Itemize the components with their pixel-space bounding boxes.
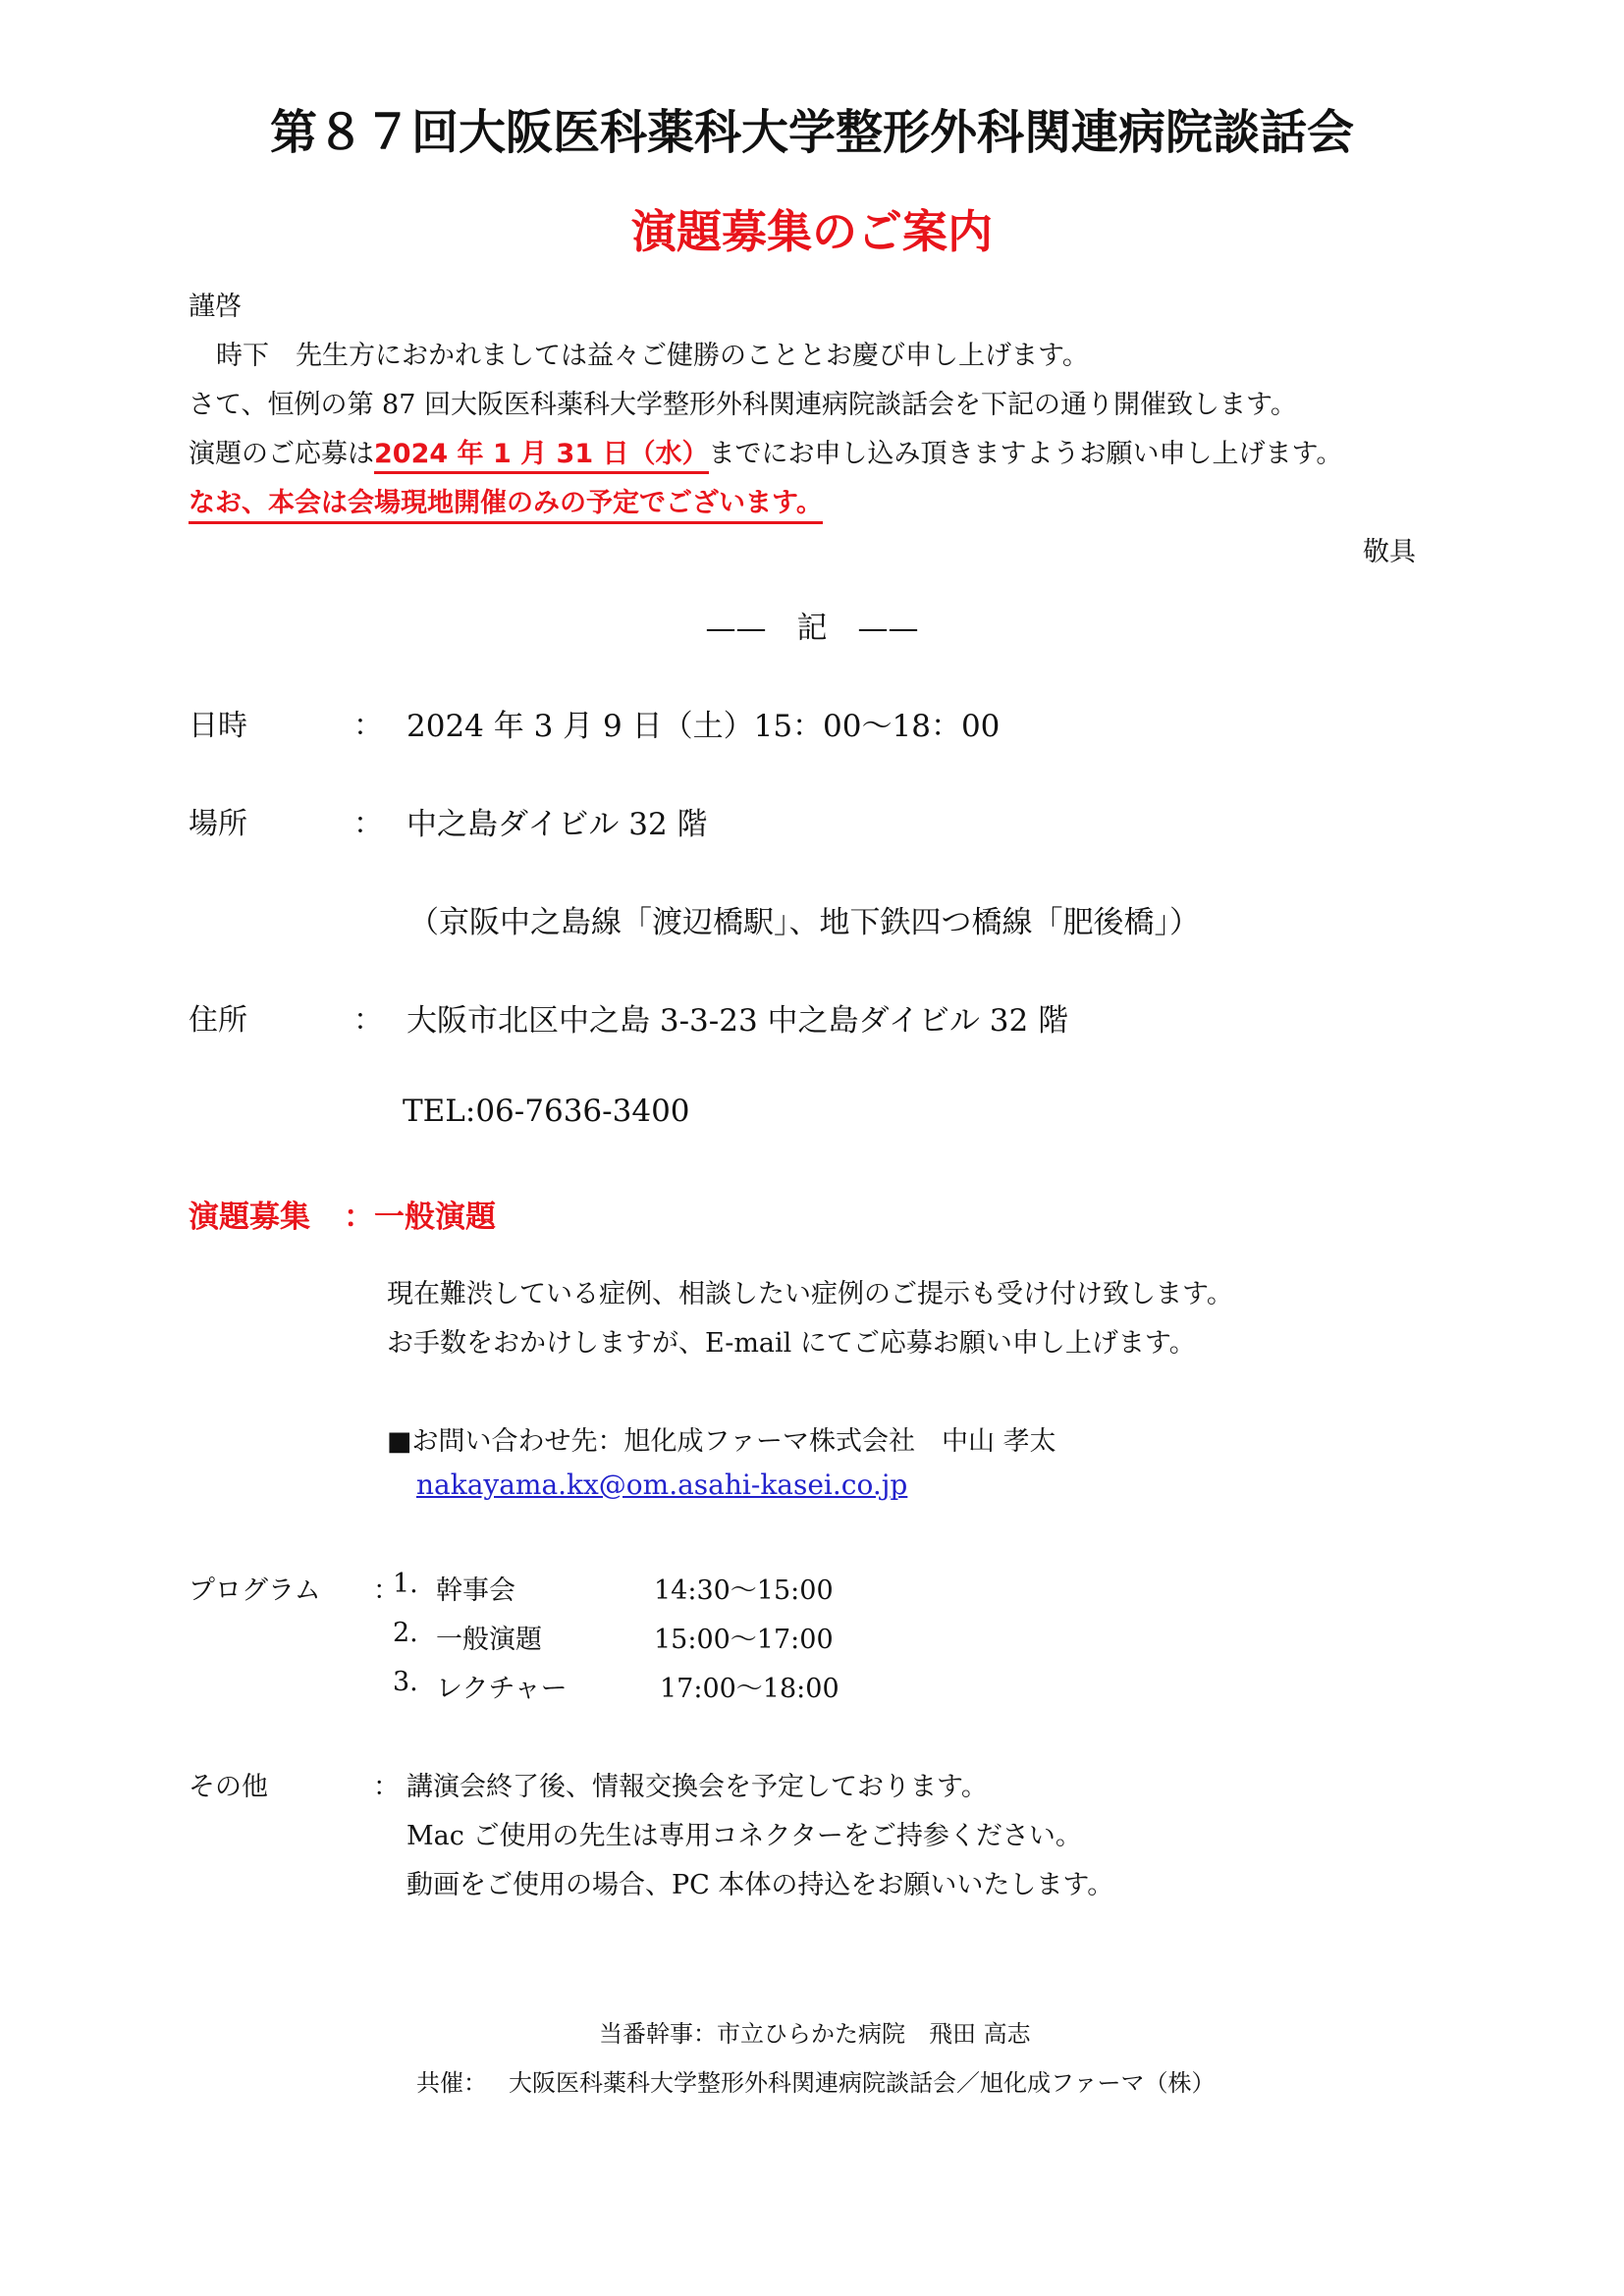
place-label: 場所 xyxy=(189,807,247,841)
address-colon: ： xyxy=(353,1003,383,1038)
datetime-value: 2024 年 3 月 9 日（土）15：00〜18：00 xyxy=(406,709,1001,744)
call-desc-2: お手数をおかけしますが、E-mail にてご応募お願い申し上げます。 xyxy=(387,1328,1196,1359)
place-access: （京阪中之島線「渡辺橋駅」、地下鉄四つ橋線「肥後橋」） xyxy=(408,905,1200,940)
other-colon: ： xyxy=(373,1772,400,1802)
page-title: 第８７回大阪医科薬科大学整形外科関連病院談話会 xyxy=(269,105,1354,160)
program-num: 3. xyxy=(393,1667,418,1697)
closing: 敬具 xyxy=(1363,537,1416,567)
datetime-colon: ： xyxy=(353,709,383,743)
program-name: レクチャー xyxy=(436,1674,568,1704)
greeting: 謹啓 xyxy=(189,292,242,322)
ki-heading: —— 記 —— xyxy=(705,611,919,646)
address-value: 大阪市北区中之島 3-3-23 中之島ダイビル 32 階 xyxy=(406,1003,1069,1039)
other-line-2: Mac ご使用の先生は専用コネクターをご持参ください。 xyxy=(406,1821,1082,1851)
program-time: 17:00〜18:00 xyxy=(660,1674,839,1704)
program-time: 14:30〜15:00 xyxy=(654,1575,834,1606)
contact-email-link[interactable]: nakayama.kx@om.asahi-kasei.co.jp xyxy=(416,1468,908,1501)
other-label: その他 xyxy=(189,1772,268,1802)
datetime-label: 日時 xyxy=(189,709,247,743)
tel-number: TEL:06-7636-3400 xyxy=(403,1094,690,1129)
deadline-prefix: 演題のご応募は xyxy=(189,439,374,469)
address-label: 住所 xyxy=(189,1003,247,1038)
program-num: 1. xyxy=(393,1569,418,1599)
cohost-names: 大阪医科薬科大学整形外科関連病院談話会／旭化成ファーマ（株） xyxy=(509,2069,1216,2097)
call-value: ：一般演題 xyxy=(344,1200,496,1235)
letter-line-2: さて、恒例の第 87 回大阪医科薬科大学整形外科関連病院談話会を下記の通り開催致します。 xyxy=(189,390,1297,420)
onsite-notice: なお、本会は会場現地開催のみの予定でございます。 xyxy=(189,481,823,524)
cohost-label: 共催： xyxy=(416,2069,487,2097)
place-colon: ： xyxy=(353,807,383,841)
program-name: 幹事会 xyxy=(436,1575,515,1606)
program-num: 2. xyxy=(393,1618,418,1648)
deadline-suffix: までにお申し込み頂きますようお願い申し上げます。 xyxy=(708,439,1343,469)
contact-info: ■お問い合わせ先：旭化成ファーマ株式会社 中山 孝太 xyxy=(387,1426,1056,1457)
place-value: 中之島ダイビル 32 階 xyxy=(406,807,708,842)
call-label: 演題募集 xyxy=(189,1200,310,1235)
program-name: 一般演題 xyxy=(436,1625,542,1655)
letter-line-3 xyxy=(189,432,1342,470)
program-label: プログラム xyxy=(189,1575,321,1606)
call-desc-1: 現在難渋している症例、相談したい症例のご提示も受け付け致します。 xyxy=(387,1279,1233,1309)
other-line-3: 動画をご使用の場合、PC 本体の持込をお願いいたします。 xyxy=(406,1870,1114,1900)
program-time: 15:00〜17:00 xyxy=(654,1625,834,1655)
page-subtitle: 演題募集のご案内 xyxy=(631,205,993,258)
program-colon: ： xyxy=(373,1575,400,1606)
deadline-date: 2024 年 1 月 31 日（水） xyxy=(374,439,709,474)
duty-organizer: 当番幹事：市立ひらかた病院 飛田 高志 xyxy=(599,2020,1031,2048)
other-line-1: 講演会終了後、情報交換会を予定しております。 xyxy=(406,1772,988,1802)
letter-line-1: 時下 先生方におかれましては益々ご健勝のこととお慶び申し上げます。 xyxy=(216,341,1089,371)
